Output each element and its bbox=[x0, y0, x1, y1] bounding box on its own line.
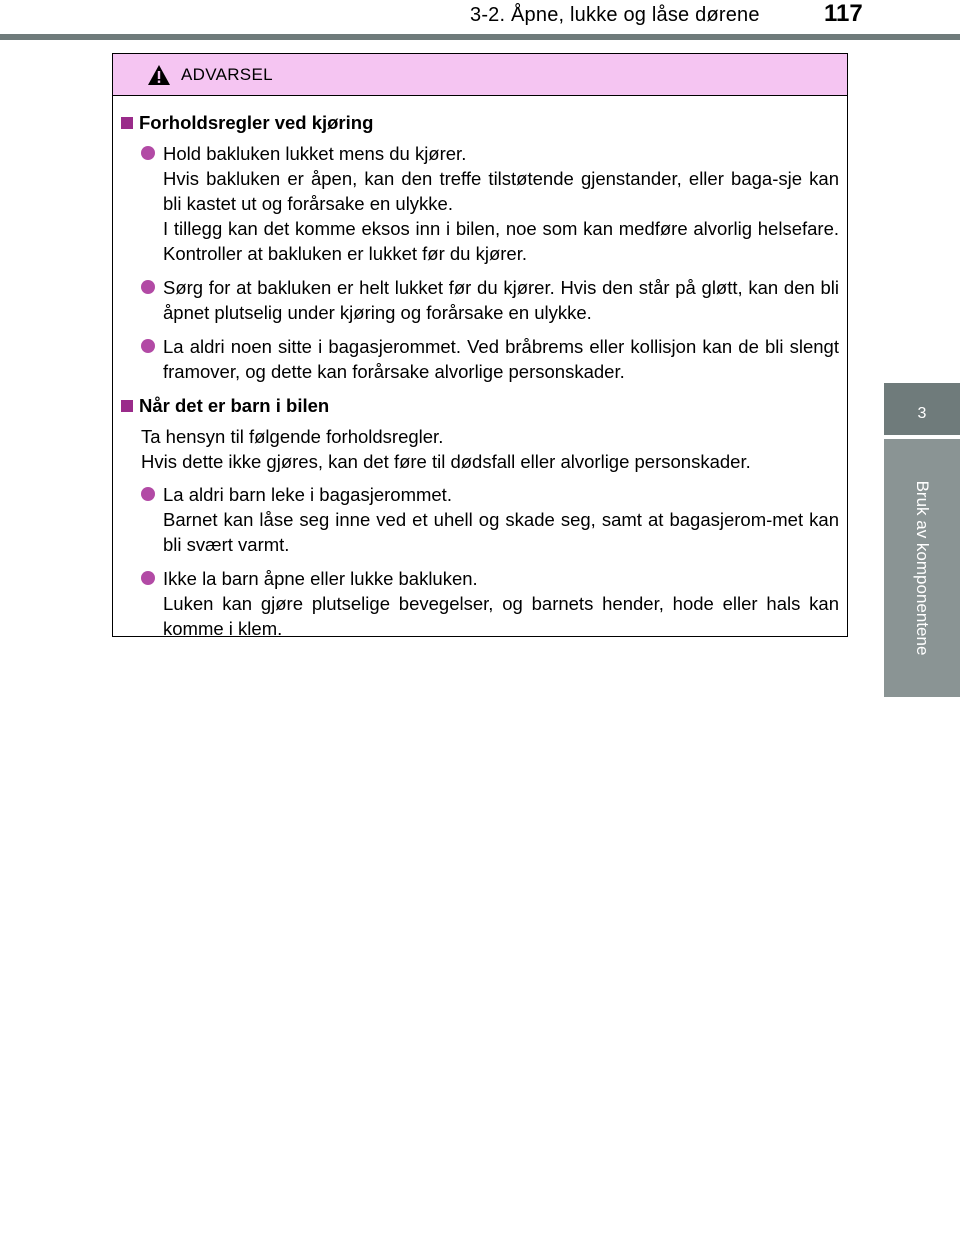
paragraph-line: I tillegg kan det komme eksos inn i bilen, noe som kan medføre alvorlig helsefare. Kontroller at bakluken er lukket før du kjører. bbox=[163, 218, 839, 264]
round-bullet-icon bbox=[141, 571, 155, 585]
warning-header bbox=[113, 54, 847, 96]
paragraph-line: La aldri barn leke i bagasjerommet. bbox=[163, 484, 452, 505]
square-bullet-icon bbox=[121, 400, 133, 412]
paragraph-line: Barnet kan låse seg inne ved et uhell og skade seg, samt at bagasjerom-met kan bli svært varmt. bbox=[163, 509, 839, 555]
paragraph-line: Sørg for at bakluken er helt lukket før du kjører. Hvis den står på gløtt, kan den bli åpnet plutselig under kjøring og forårsake en ulykke. bbox=[163, 277, 839, 323]
chapter-number: 3 bbox=[917, 405, 927, 422]
round-bullet-icon bbox=[141, 339, 155, 353]
square-bullet-icon bbox=[121, 117, 133, 129]
paragraph-line: Hvis dette ikke gjøres, kan det føre til dødsfall eller alvorlige personskader. bbox=[141, 451, 751, 472]
subheading-driving-text: Forholdsregler ved kjøring bbox=[139, 112, 374, 133]
chapter-label: Bruk av komponentene bbox=[913, 480, 932, 656]
list-item bbox=[121, 275, 839, 325]
subheading-driving bbox=[121, 110, 839, 135]
list-item bbox=[121, 141, 839, 266]
chapter-tab bbox=[884, 383, 960, 435]
section-title: 3-2. Åpne, lukke og låse dørene bbox=[470, 4, 760, 26]
paragraph-line: La aldri noen sitte i bagasjerommet. Ved bråbrems eller kollisjon kan de bli slengt framover, og dette kan forårsake alvorlige personskader. bbox=[163, 336, 839, 382]
paragraph-line: Ta hensyn til følgende forholdsregler. bbox=[141, 426, 444, 447]
warning-triangle-icon bbox=[147, 64, 171, 86]
warning-title: ADVARSEL bbox=[181, 64, 273, 84]
subheading-children bbox=[121, 393, 839, 418]
page-header bbox=[0, 0, 863, 34]
paragraph-line: Hold bakluken lukket mens du kjører. bbox=[163, 143, 467, 164]
paragraph-line: Hvis bakluken er åpen, kan den treffe tilstøtende gjenstander, eller baga-sje kan bli kastet ut og forårsake en ulykke. bbox=[163, 168, 839, 214]
warning-box bbox=[112, 53, 848, 637]
round-bullet-icon bbox=[141, 146, 155, 160]
chapter-strip bbox=[884, 439, 960, 697]
header-rule bbox=[0, 34, 960, 40]
list-item bbox=[121, 482, 839, 557]
list-item bbox=[121, 566, 839, 641]
page-number: 117 bbox=[824, 0, 863, 27]
round-bullet-icon bbox=[141, 280, 155, 294]
subheading-children-text: Når det er barn i bilen bbox=[139, 395, 330, 416]
round-bullet-icon bbox=[141, 487, 155, 501]
list-item bbox=[121, 334, 839, 384]
paragraph-line: Luken kan gjøre plutselige bevegelser, og barnets hender, hode eller hals kan komme i klem. bbox=[163, 593, 839, 639]
intro-paragraph bbox=[121, 424, 839, 474]
warning-body bbox=[113, 96, 847, 641]
paragraph-line: Ikke la barn åpne eller lukke bakluken. bbox=[163, 568, 478, 589]
